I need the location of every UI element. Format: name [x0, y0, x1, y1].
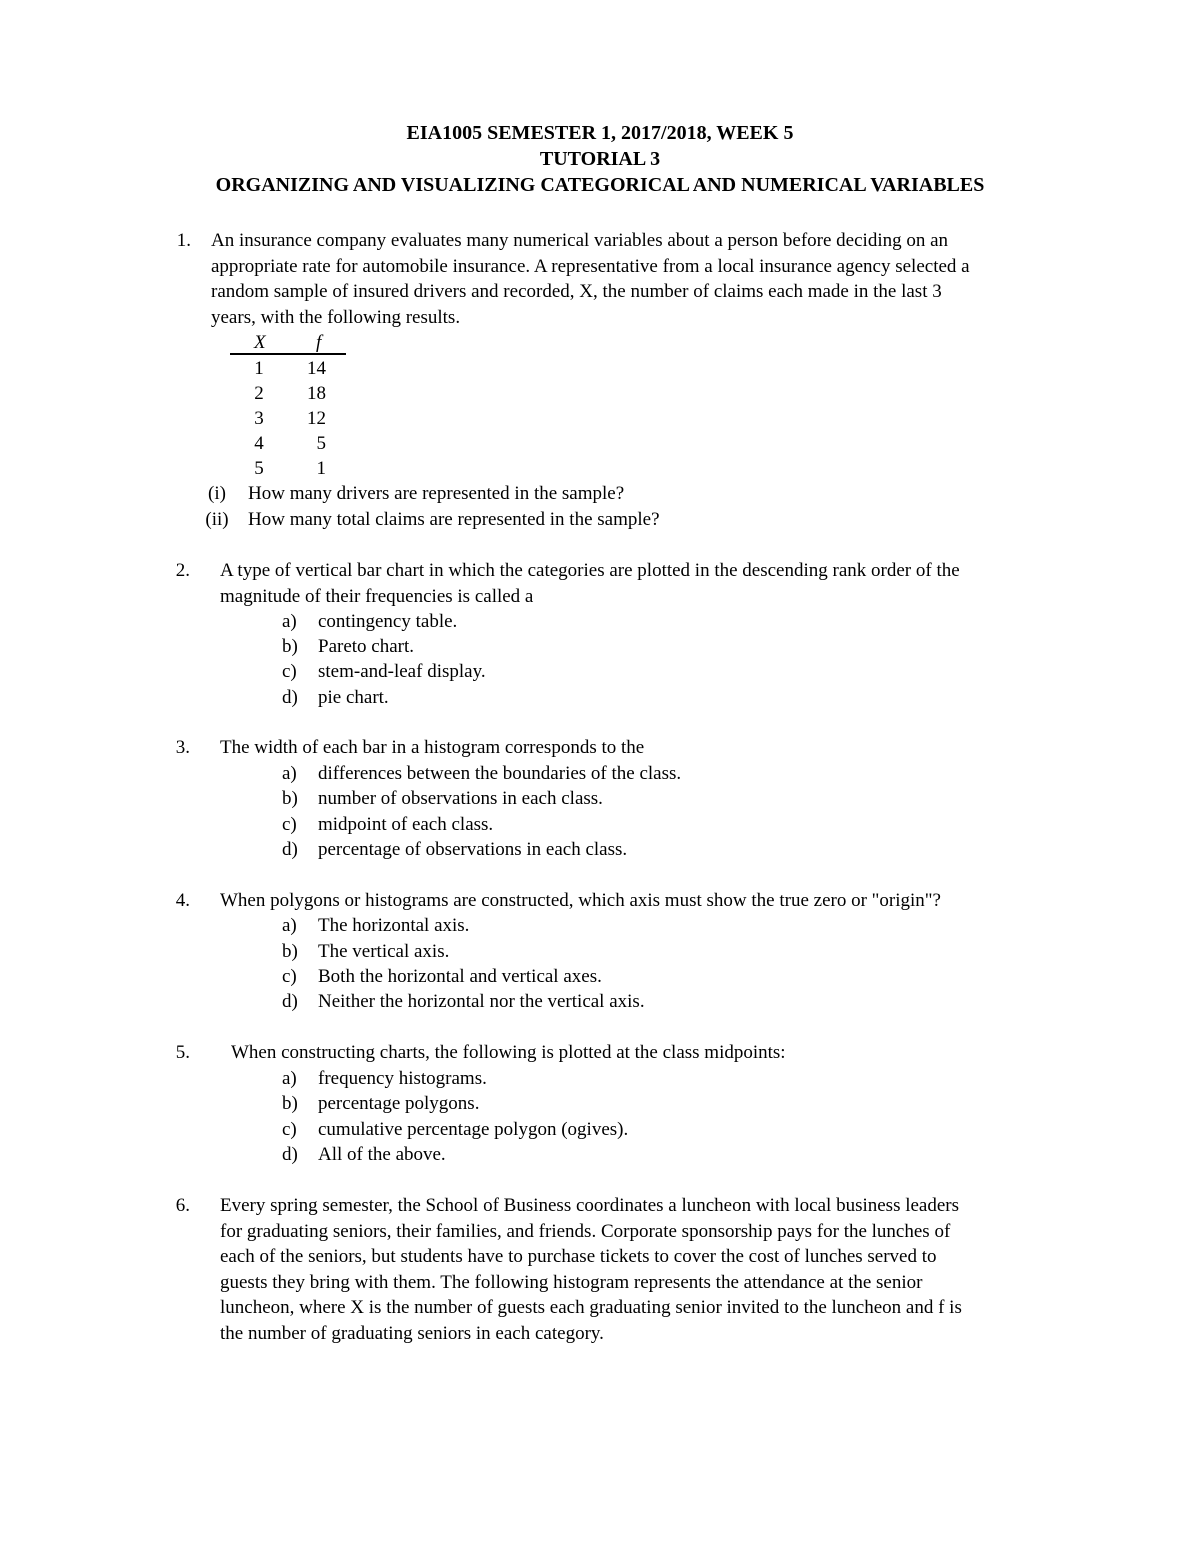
question-line: random sample of insured drivers and recorded, X, the number of claims each made in the last 3 — [211, 281, 942, 302]
question-line: A type of vertical bar chart in which the categories are plotted in the descending rank order of the — [220, 560, 960, 581]
question-text — [220, 735, 1120, 761]
option-label: b) — [282, 941, 298, 962]
option-label: b) — [282, 1093, 298, 1114]
table-cell-f: 18 — [307, 383, 326, 404]
option-text: The vertical axis. — [318, 941, 450, 962]
question-line: for graduating seniors, their families, and friends. Corporate sponsorship pays for the lunches of — [220, 1220, 951, 1242]
option-text: Both the horizontal and vertical axes. — [318, 966, 602, 987]
option-label: b) — [282, 636, 298, 657]
question-line: luncheon, where X is the number of guests each graduating senior invited to the luncheon and f is — [220, 1297, 962, 1318]
option-label: b) — [282, 788, 298, 809]
option-label: c) — [282, 814, 297, 835]
option-label: a) — [282, 915, 297, 936]
question-number: 1. — [176, 230, 191, 251]
table-cell-x: 5 — [254, 458, 264, 479]
sub-question-text: How many drivers are represented in the sample? — [248, 483, 625, 504]
question-line: When constructing charts, the following is plotted at the class midpoints: — [231, 1042, 786, 1063]
question-line: Every spring semester, the School of Business coordinates a luncheon with local business leaders — [220, 1195, 960, 1216]
sub-question-label: (ii) — [205, 509, 229, 530]
option-label: c) — [282, 966, 297, 987]
option-text: number of observations in each class. — [318, 788, 603, 809]
option-label: c) — [282, 1119, 297, 1140]
option-text: The horizontal axis. — [318, 915, 470, 936]
question-number: 2. — [175, 560, 190, 581]
question-number: 3. — [175, 737, 190, 758]
sub-question-label: (i) — [208, 483, 226, 504]
option-label: d) — [282, 1144, 298, 1165]
option-text: All of the above. — [318, 1144, 446, 1165]
table-header-f: f — [316, 332, 322, 353]
option-text: stem-and-leaf display. — [318, 661, 486, 682]
tutorial-title: TUTORIAL 3 — [539, 148, 661, 170]
table-cell-f: 12 — [307, 408, 326, 429]
course-title: EIA1005 SEMESTER 1, 2017/2018, WEEK 5 — [406, 122, 794, 144]
question-text — [220, 558, 1120, 609]
question-line: years, with the following results. — [211, 306, 461, 328]
question-line: An insurance company evaluates many numerical variables about a person before deciding on an — [211, 230, 949, 251]
question-line: The width of each bar in a histogram corresponds to the — [220, 737, 645, 758]
question-text — [231, 1040, 1131, 1066]
question-line: each of the seniors, but students have to purchase tickets to cover the cost of lunches served to — [220, 1246, 937, 1267]
table-cell-x: 1 — [254, 358, 264, 379]
question-number: 5. — [175, 1042, 190, 1063]
question-line: guests they bring with them. The following histogram represents the attendance at the senior — [220, 1271, 923, 1293]
option-text: differences between the boundaries of the class. — [318, 763, 682, 784]
option-text: percentage polygons. — [318, 1093, 480, 1114]
table-cell-f: 14 — [307, 358, 326, 379]
option-text: midpoint of each class. — [318, 814, 494, 835]
option-label: d) — [282, 687, 298, 708]
option-text: Pareto chart. — [318, 636, 415, 657]
question-number: 4. — [175, 890, 190, 911]
table-cell-x: 3 — [254, 408, 264, 429]
question-line: the number of graduating seniors in each category. — [220, 1322, 604, 1344]
option-label: d) — [282, 839, 298, 860]
option-label: c) — [282, 661, 297, 682]
question-line: appropriate rate for automobile insurance. A representative from a local insurance agency selected a — [211, 255, 970, 277]
option-text: Neither the horizontal nor the vertical axis. — [318, 991, 645, 1012]
topic-title: ORGANIZING AND VISUALIZING CATEGORICAL AND NUMERICAL VARIABLES — [215, 174, 985, 196]
table-header-rule — [230, 353, 346, 355]
option-text: contingency table. — [318, 611, 458, 632]
option-text: percentage of observations in each class. — [318, 839, 628, 860]
option-label: d) — [282, 991, 298, 1012]
sub-question-text: How many total claims are represented in the sample? — [248, 509, 660, 530]
question-text — [220, 1193, 1120, 1346]
table-cell-x: 2 — [254, 383, 264, 404]
question-number: 6. — [175, 1195, 190, 1216]
table-header-x: X — [254, 332, 266, 353]
option-label: a) — [282, 611, 297, 632]
question-line: magnitude of their frequencies is called a — [220, 585, 534, 607]
option-text: pie chart. — [318, 687, 389, 708]
option-text: frequency histograms. — [318, 1068, 487, 1089]
option-label: a) — [282, 1068, 297, 1089]
table-cell-x: 4 — [254, 433, 264, 454]
question-text — [220, 888, 1120, 914]
question-text — [211, 228, 1111, 330]
question-line: When polygons or histograms are constructed, which axis must show the true zero or "origin"? — [220, 890, 941, 911]
option-text: cumulative percentage polygon (ogives). — [318, 1119, 629, 1140]
option-label: a) — [282, 763, 297, 784]
table-cell-f: 1 — [316, 458, 326, 479]
table-cell-f: 5 — [316, 433, 326, 454]
